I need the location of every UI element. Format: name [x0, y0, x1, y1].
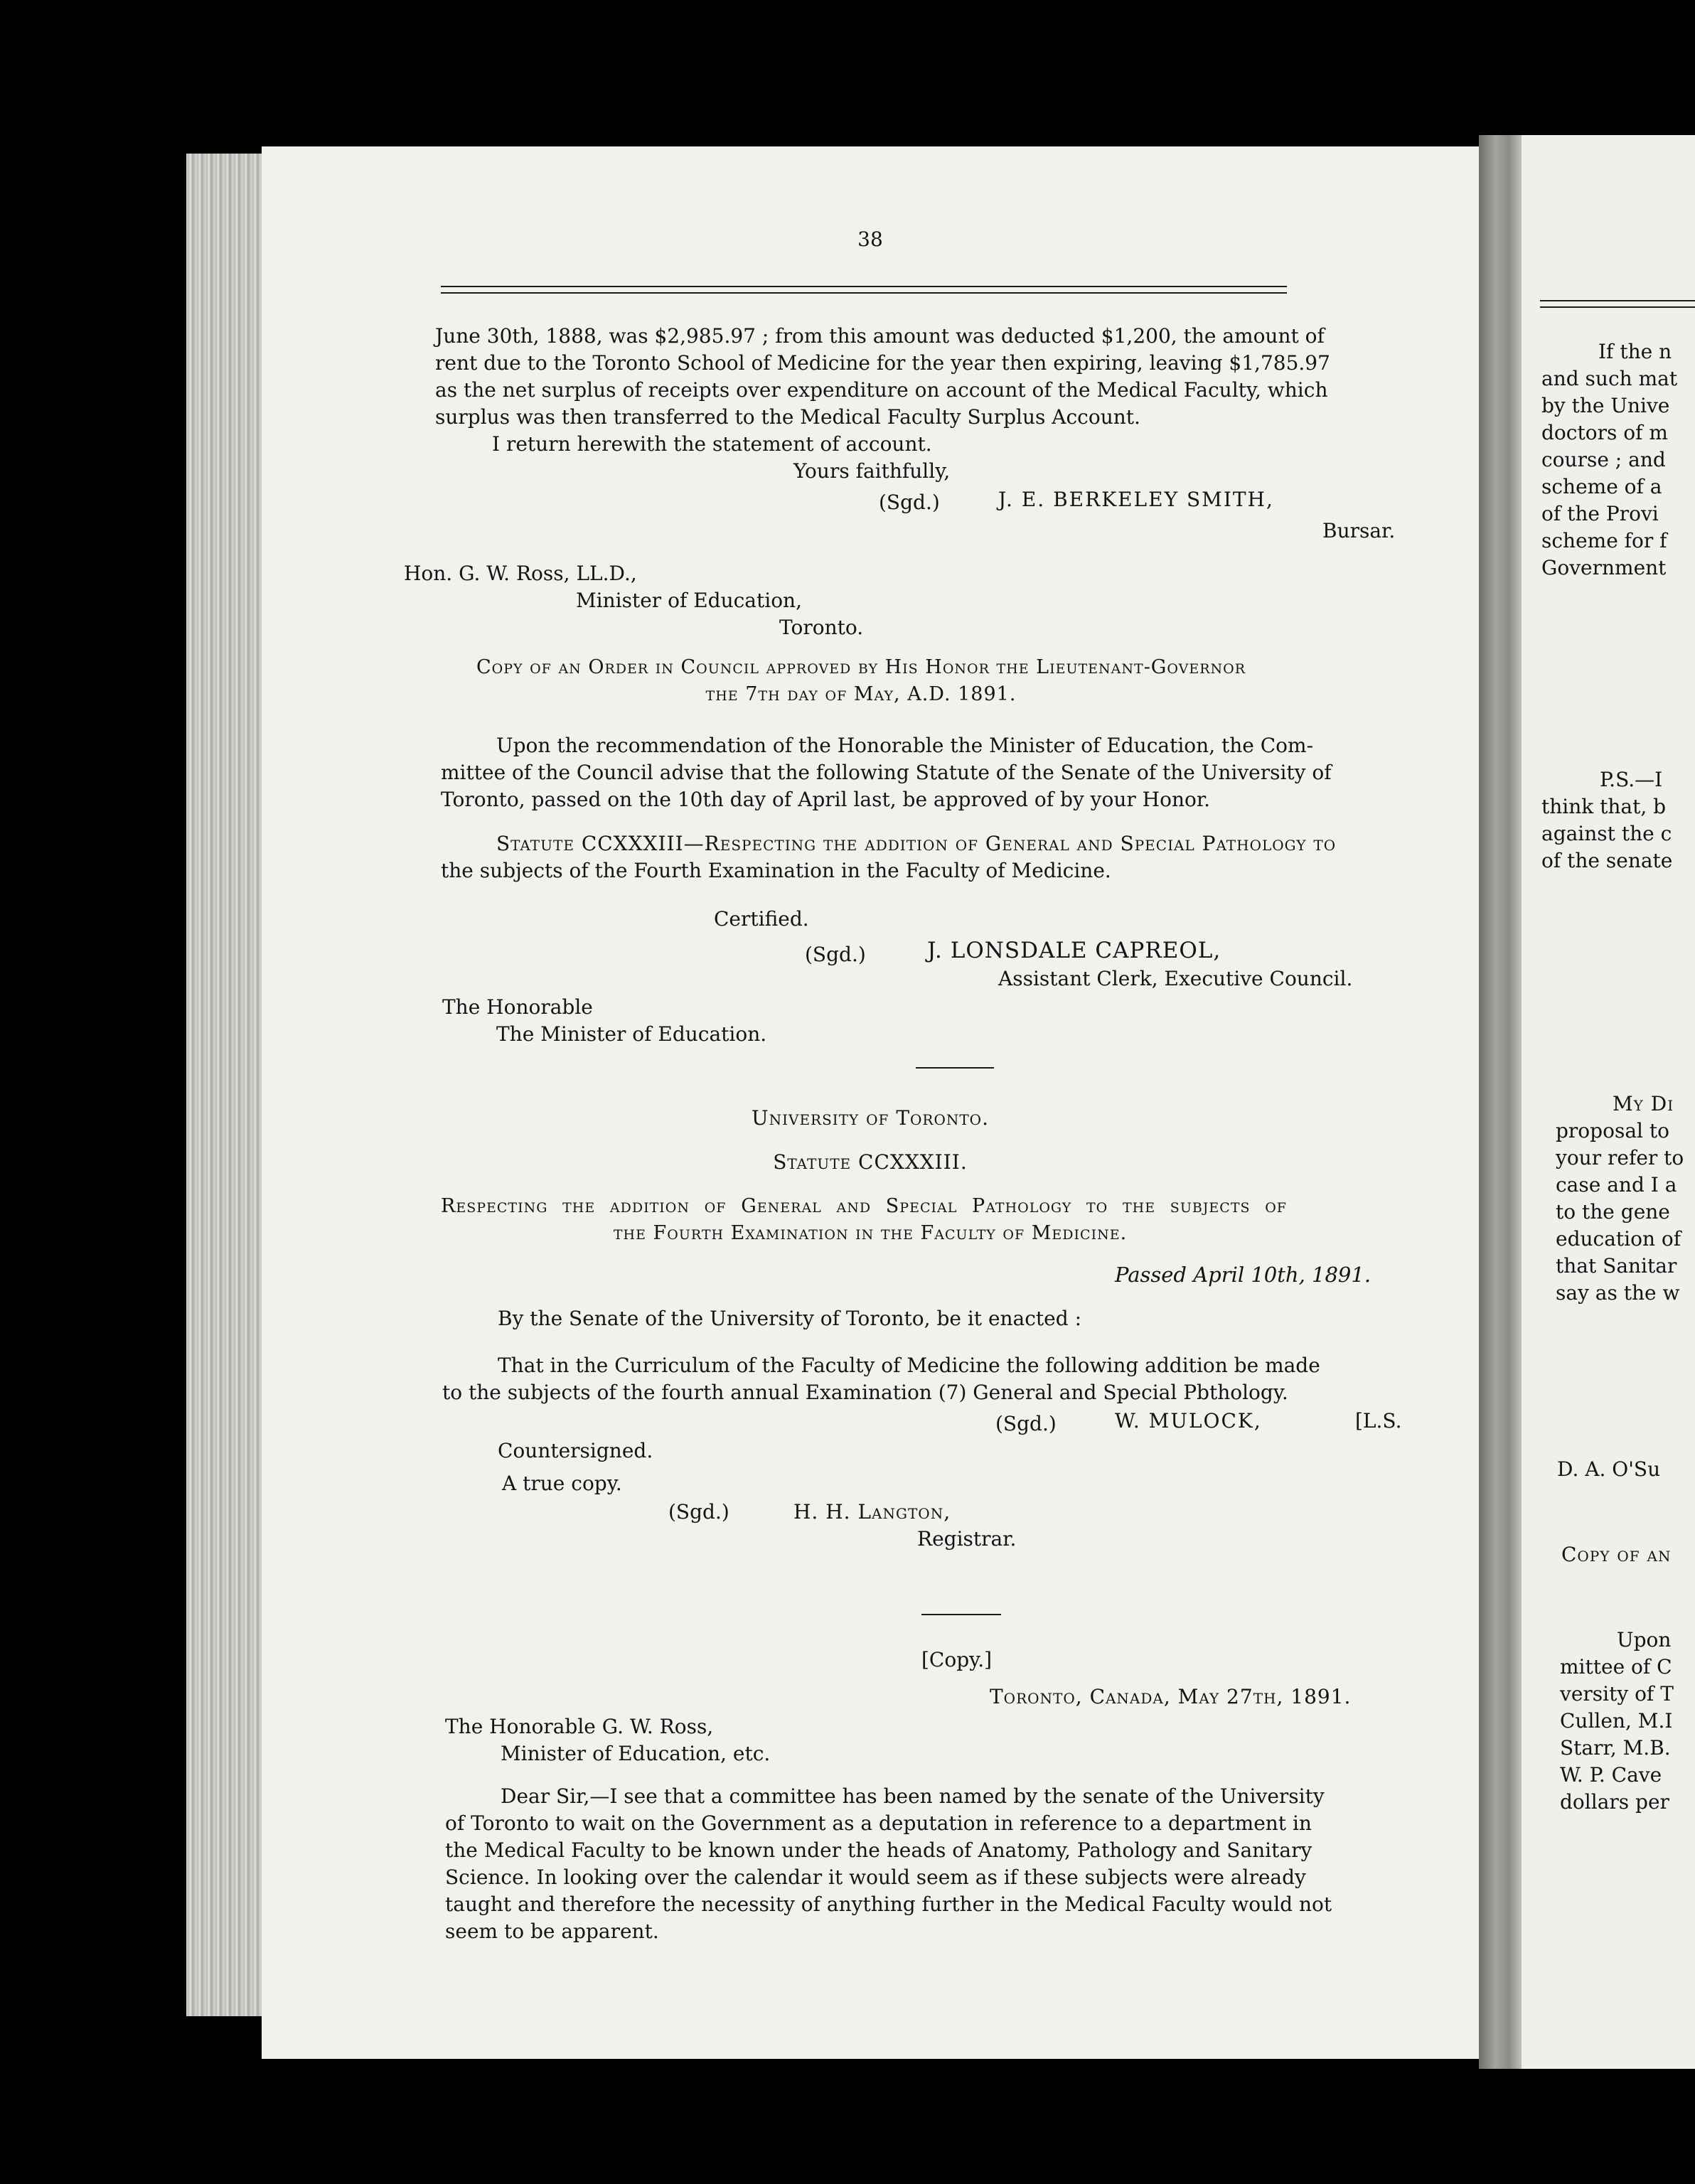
address-line: Toronto. [779, 616, 864, 639]
text-line: as the net surplus of receipts over expenditure on account of the Medical Faculty, which [435, 378, 1328, 402]
facing-text-line: My Di [1613, 1092, 1674, 1115]
facing-text-line: Government [1541, 556, 1667, 579]
facing-text-line: mittee of C [1560, 1655, 1672, 1679]
facing-page [1522, 135, 1695, 2069]
book-gutter [1479, 135, 1522, 2069]
sgd-label: (Sgd.) [668, 1500, 729, 1524]
header-rule-top [1540, 300, 1695, 301]
letter-line: taught and therefore the necessity of anything further in the Medical Faculty would not [445, 1893, 1332, 1916]
facing-text-line: Upon [1617, 1628, 1672, 1652]
text-line: By the Senate of the University of Toronto, be it enacted : [498, 1307, 1082, 1330]
facing-text-line: of the senate [1541, 849, 1673, 872]
page-number: 38 [857, 228, 883, 251]
section-divider [921, 1614, 1001, 1615]
text-line: surplus was then transferred to the Medical Faculty Surplus Account. [435, 405, 1140, 429]
text-line: mittee of the Council advise that the following Statute of the Senate of the University of [441, 761, 1332, 784]
text-line: the subjects of the Fourth Examination in the Faculty of Medicine. [441, 859, 1111, 882]
letter-line: the Medical Faculty to be known under the heads of Anatomy, Pathology and Sanitary [445, 1838, 1312, 1862]
page-edges [186, 154, 264, 2016]
dateline: Toronto, Canada, May 27th, 1891. [990, 1685, 1352, 1708]
statute-subject: the Fourth Examination in the Faculty of Medicine. [613, 1222, 1128, 1244]
address-line: Minister of Education, [576, 589, 802, 612]
text-line: June 30th, 1888, was $2,985.97 ; from this amount was deducted $1,200, the amount of [435, 324, 1325, 348]
sgd-label: (Sgd.) [805, 943, 866, 966]
sgd-label: (Sgd.) [995, 1412, 1057, 1435]
signatory-name: J. E. BERKELEY SMITH, [998, 488, 1274, 511]
letter-line: seem to be apparent. [445, 1920, 659, 1943]
facing-text-line: scheme of a [1541, 475, 1662, 498]
seal-mark: [L.S. [1355, 1409, 1402, 1433]
text-line: rent due to the Toronto School of Medicine for the year then expiring, leaving $1,785.97 [435, 351, 1330, 375]
signatory-title: Registrar. [917, 1527, 1017, 1551]
text-line: That in the Curriculum of the Faculty of Medicine the following addition be made [498, 1354, 1320, 1377]
order-heading: the 7th day of May, A.D. 1891. [705, 683, 1017, 705]
facing-text-line: scheme for f [1541, 529, 1667, 552]
facing-text-line: of the Provi [1541, 502, 1659, 525]
document-page [262, 146, 1479, 2059]
letter-line: of Toronto to wait on the Government as a deputation in reference to a department in [445, 1811, 1312, 1835]
signatory-title: Bursar. [1322, 519, 1396, 542]
facing-text-line: Cullen, M.I [1560, 1709, 1673, 1733]
text-line: Upon the recommendation of the Honorable the Minister of Education, the Com- [496, 734, 1314, 757]
facing-text-line: versity of T [1560, 1682, 1674, 1706]
section-divider [916, 1067, 994, 1069]
header-rule-bottom [441, 292, 1287, 294]
signatory-name: W. MULOCK, [1115, 1409, 1262, 1433]
statute-title: Statute CCXXXIII. [773, 1150, 968, 1174]
signatory-name: J. LONSDALE CAPREOL, [927, 938, 1221, 963]
address-line: Hon. G. W. Ross, LL.D., [404, 562, 637, 585]
facing-text-line: Starr, M.B. [1560, 1736, 1671, 1760]
facing-text-line: If the n [1598, 340, 1672, 363]
facing-text-line: P.S.—I [1600, 768, 1663, 791]
letter-line: Science. In looking over the calendar it would seem as if these subjects were already [445, 1866, 1306, 1889]
section-heading: University of Toronto. [752, 1106, 989, 1130]
facing-text-line: think that, b [1541, 795, 1667, 818]
closing: Yours faithfully, [793, 459, 951, 483]
facing-text-line: dollars per [1560, 1790, 1669, 1814]
text-line: to the subjects of the fourth annual Examination (7) General and Special Pbthology. [442, 1381, 1288, 1404]
recipient-line: The Honorable G. W. Ross, [445, 1715, 714, 1738]
facing-text-line: Copy of an [1561, 1543, 1672, 1566]
header-rule-top [441, 286, 1287, 287]
facing-text-line: say as the w [1556, 1281, 1680, 1305]
facing-text-line: proposal to [1556, 1119, 1669, 1142]
facing-text-line: course ; and [1541, 448, 1666, 471]
recipient-line: Minister of Education, etc. [501, 1742, 771, 1765]
text-line: Toronto, passed on the 10th day of April last, be approved of by your Honor. [441, 788, 1211, 811]
facing-text-line: W. P. Cave [1560, 1763, 1662, 1787]
facing-text-line: and such mat [1541, 367, 1678, 390]
copy-label: [Copy.] [921, 1648, 993, 1671]
countersigned-label: Countersigned. [498, 1439, 653, 1462]
facing-text-line: to the gene [1556, 1200, 1670, 1224]
true-copy-label: A true copy. [502, 1472, 622, 1495]
facing-text-line: education of [1556, 1227, 1681, 1251]
statute-subject: Respecting the addition of General and Special Pathology to the subjects of [441, 1195, 1287, 1217]
signatory-name: H. H. Langton, [793, 1500, 951, 1524]
recipient-line: The Minister of Education. [496, 1022, 767, 1046]
header-rule-bottom [1540, 306, 1695, 308]
facing-text-line: that Sanitar [1556, 1254, 1677, 1278]
recipient-line: The Honorable [442, 995, 593, 1019]
facing-text-line: against the c [1541, 822, 1672, 845]
letter-line: Dear Sir,—I see that a committee has been named by the senate of the University [501, 1784, 1325, 1808]
text-line: I return herewith the statement of account. [492, 432, 932, 456]
facing-text-line: D. A. O'Su [1557, 1457, 1661, 1481]
signatory-title: Assistant Clerk, Executive Council. [998, 967, 1353, 990]
facing-text-line: doctors of m [1541, 421, 1668, 444]
facing-text-line: your refer to [1556, 1146, 1684, 1169]
passed-date: Passed April 10th, 1891. [1115, 1263, 1371, 1287]
text-line: Statute CCXXXIII—Respecting the addition of General and Special Pathology to [496, 832, 1337, 855]
certified-label: Certified. [714, 907, 809, 931]
sgd-label: (Sgd.) [879, 491, 940, 514]
order-heading: Copy of an Order in Council approved by His Honor the Lieutenant-Governor [476, 656, 1246, 678]
facing-text-line: case and I a [1556, 1173, 1677, 1197]
facing-text-line: by the Unive [1541, 394, 1670, 417]
